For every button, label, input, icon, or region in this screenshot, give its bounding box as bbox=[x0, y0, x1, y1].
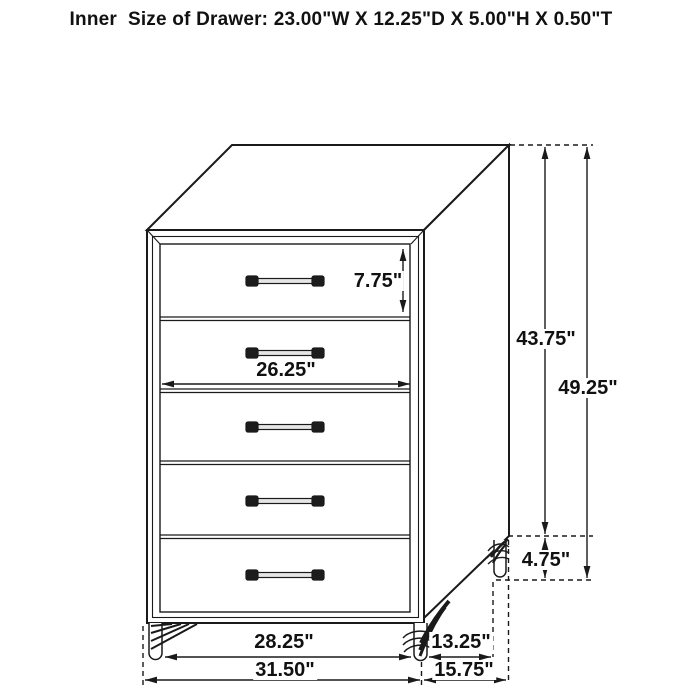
dim-label-overall-width: 31.50" bbox=[255, 659, 315, 681]
dim-label-side-leg-span: 13.25" bbox=[431, 631, 491, 653]
dim-label-drawer-width: 26.25" bbox=[256, 359, 316, 381]
dim-label-drawer-height: 7.75" bbox=[353, 270, 403, 292]
leg-front-left bbox=[149, 623, 197, 660]
page-title: Inner Size of Drawer: 23.00"W X 12.25"D X 5.00"H X 0.50"T bbox=[69, 9, 613, 30]
dim-label-overall-depth: 15.75" bbox=[434, 659, 494, 681]
dim-label-leg-height: 4.75" bbox=[521, 549, 571, 571]
dim-label-overall-height: 49.25" bbox=[558, 377, 618, 399]
dim-label-case-height: 43.75" bbox=[516, 328, 576, 350]
dim-label-front-leg-span: 28.25" bbox=[254, 631, 314, 653]
